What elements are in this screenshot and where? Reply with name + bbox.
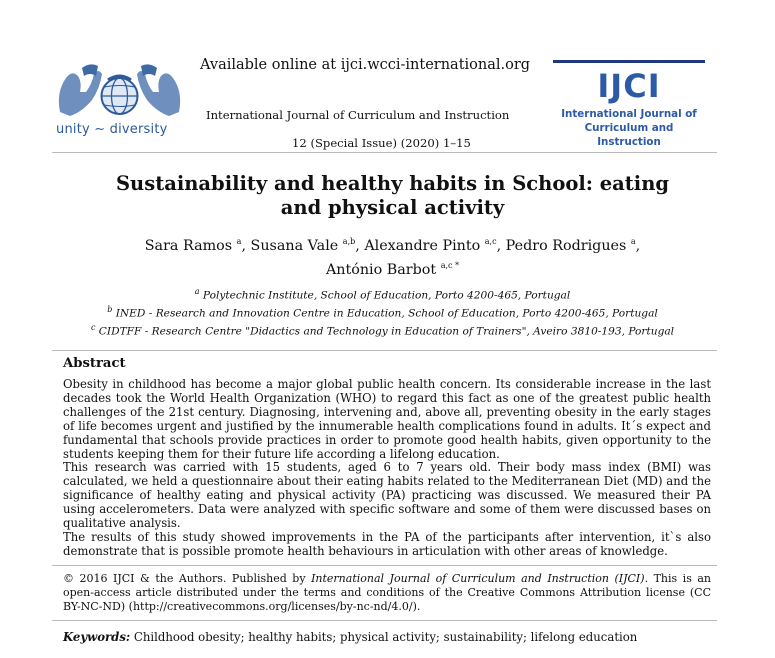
abstract-heading: Abstract <box>63 356 126 371</box>
author-name: Sara Ramos <box>144 237 233 254</box>
keywords <box>52 630 717 644</box>
paper-title-line2: and physical activity <box>280 196 505 219</box>
affiliation <box>40 305 725 320</box>
ijci-fullname-line1: International Journal of <box>561 108 697 120</box>
abstract-paragraph: The results of this study showed improvements in the PA of the participants after intervention, it`s also demonstrate that is possible promote health behaviours in articulation with other areas of knowledge. <box>63 529 711 558</box>
keywords-text: Childhood obesity; healthy habits; physical activity; sustainability; lifelong education <box>130 629 638 644</box>
author-sep: , <box>355 237 365 254</box>
license-notice <box>52 572 717 614</box>
author-affil-mark: a,b <box>342 237 356 246</box>
issue-info: 12 (Special Issue) (2020) 1–15 <box>292 136 471 150</box>
author-name: António Barbot <box>325 261 437 278</box>
license-middle: . This is an open-access article distributed under the terms and conditions of the Creative Commons Attribution license (CC BY-NC-ND) ( <box>63 571 711 613</box>
license-suffix: ). <box>412 599 421 613</box>
paper-title-line1: Sustainability and healthy habits in School: eating <box>115 172 670 195</box>
license-journal: International Journal of Curriculum and Instruction (IJCI) <box>311 571 645 585</box>
affiliation-text: Polytechnic Institute, School of Education, Porto 4200-465, Portugal <box>202 289 571 302</box>
author-list <box>60 232 725 280</box>
affiliation <box>40 287 725 302</box>
keywords-label: Keywords: <box>63 629 131 644</box>
ijci-fullname-line2: Curriculum and Instruction <box>584 122 674 148</box>
license-link[interactable]: http://creativecommons.org/licenses/by-nc-nd/4.0/ <box>132 599 413 613</box>
abstract-paragraph: Obesity in childhood has become a major global public health concern. Its considerable increase in the last decades took the World Health Organization (WHO) to regard this fact as one of the greatest public health challenges of the 21st century. Diagnosing, intervening and, above all, preventing obesity in the early stages of life becomes urgent and justified by the innumerable health complications found in adults. It´s expect and fundamental that schools provide practices in order to promote good health habits, given opportunity to the students keeping them for their future life according a lifelong education. <box>63 377 711 461</box>
journal-name: International Journal of Curriculum and Instruction <box>206 108 510 122</box>
abstract-top-rule <box>52 350 717 351</box>
affiliation-text: CIDTFF - Research Centre "Didactics and Technology in Education of Trainers", Aveiro 3810-193, Portugal <box>98 325 675 338</box>
affiliation <box>40 323 725 338</box>
ijci-acronym: IJCI <box>597 67 661 105</box>
logo-tagline: unity ∼ diversity <box>56 122 168 137</box>
author-name: Susana Vale <box>250 237 339 254</box>
ijci-logo <box>553 60 705 148</box>
hands-globe-icon <box>52 62 187 122</box>
unity-diversity-logo <box>52 62 187 140</box>
affiliation-mark: a <box>194 287 200 296</box>
ijci-fullname <box>553 107 705 149</box>
abstract-paragraph: This research was carried with 15 students, aged 6 to 7 years old. Their body mass index (BMI) was calculated, we held a questionnaire about their eating habits related to the Mediterranean Diet (MD) and the significance of healthy eating and physical activity (PA) practicing was discussed. We measured their PA using accelerometers. Data were analyzed with specific software and some of them were discussed bases on qualitative analysis. <box>63 460 711 531</box>
author-affil-mark: a <box>236 237 242 246</box>
paper-title <box>80 172 705 220</box>
affiliation-mark: c <box>90 323 96 332</box>
author-name: Pedro Rodrigues <box>505 237 627 254</box>
header-rule <box>52 152 717 153</box>
affiliation-mark: b <box>107 305 113 314</box>
license-rule <box>52 565 717 566</box>
license-prefix: © 2016 IJCI & the Authors. Published by <box>63 571 312 585</box>
author-sep: , <box>241 237 251 254</box>
author-affil-mark: a,c * <box>440 260 460 270</box>
author-sep: , <box>635 237 641 254</box>
abstract-section <box>52 350 717 644</box>
author-name: Alexandre Pinto <box>364 237 481 254</box>
author-sep: , <box>496 237 506 254</box>
available-online-text: Available online at ijci.wcci-international.org <box>200 57 531 73</box>
author-affil-mark: a <box>630 237 636 246</box>
author-affil-mark: a,c <box>484 237 497 246</box>
affiliation-text: INED - Research and Innovation Centre in Education, School of Education, Porto 4200-465, Portugal <box>115 307 658 320</box>
keywords-rule <box>52 620 717 621</box>
